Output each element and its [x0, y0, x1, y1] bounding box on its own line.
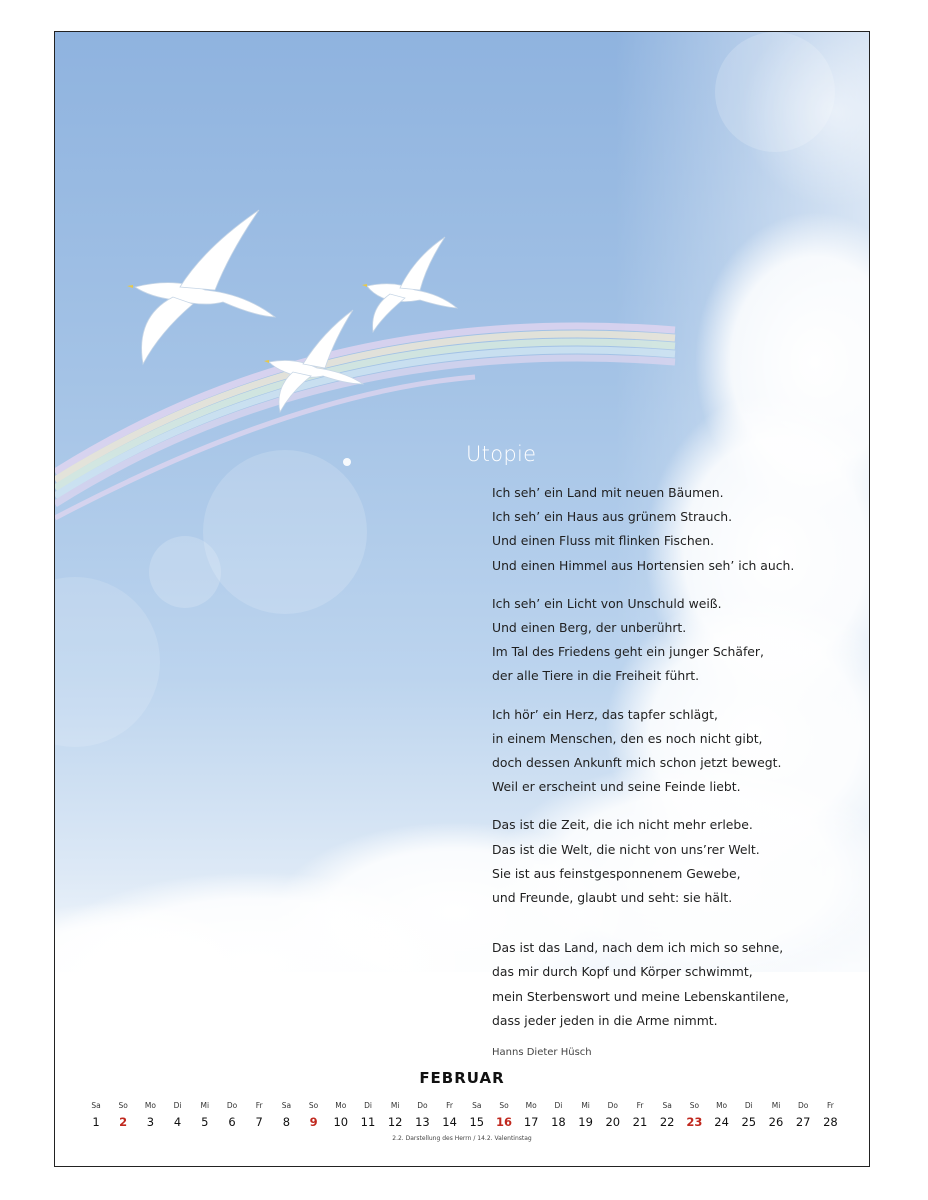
calendar-day: 1: [92, 1115, 100, 1129]
calendar-day: 24: [714, 1115, 729, 1129]
calendar-day: 14: [442, 1115, 457, 1129]
stanza-2: [492, 592, 862, 689]
weekday-label: Mo: [335, 1101, 347, 1110]
poem-line: doch dessen Ankunft mich schon jetzt bewegt.: [492, 755, 782, 771]
weekday-label: Do: [607, 1101, 618, 1110]
weekday-label: Fr: [255, 1101, 263, 1110]
poem-title: Utopie: [466, 442, 537, 466]
calendar-day: 23: [686, 1115, 703, 1129]
poem-line: Und einen Himmel aus Hortensien seh’ ich auch.: [492, 557, 795, 573]
poem-line: das mir durch Kopf und Körper schwimmt,: [492, 964, 753, 980]
poem-line: der alle Tiere in die Freiheit führt.: [492, 668, 700, 684]
calendar-day: 7: [255, 1115, 263, 1129]
weekday-label: Sa: [472, 1101, 482, 1110]
calendar-page: [54, 31, 870, 1167]
calendar-day: 12: [387, 1115, 403, 1129]
weekday-label: Mo: [144, 1101, 156, 1110]
calendar-day: 18: [551, 1115, 566, 1129]
weekday-label: Di: [173, 1101, 182, 1110]
weekday-label: Sa: [281, 1101, 292, 1110]
calendar-day: 27: [795, 1115, 811, 1129]
poem-line: dass jeder jeden in die Arme nimmt.: [492, 1012, 718, 1028]
calendar-day: 19: [578, 1115, 593, 1129]
weekday-label: Di: [364, 1101, 372, 1110]
stanza-5: [492, 936, 862, 1033]
calendar-day: 10: [333, 1115, 349, 1129]
poem-line: Weil er erscheint und seine Feinde liebt.: [492, 779, 741, 795]
poem-line: Ich seh’ ein Licht von Unschuld weiß.: [492, 595, 722, 611]
poem: [466, 442, 862, 1059]
poem-author: Hanns Dieter Hüsch: [492, 1047, 592, 1059]
stanza-1: [492, 481, 862, 578]
weekday-label: Mo: [525, 1101, 537, 1110]
poem-line: und Freunde, glaubt und seht: sie hält.: [492, 890, 733, 906]
calendar-day: 13: [415, 1115, 430, 1129]
poem-line: Ich seh’ ein Haus aus grünem Strauch.: [492, 509, 733, 525]
holidays-note: 2.2. Darstellung des Herrn / 14.2. Valentinstag: [392, 1135, 532, 1142]
calendar-day: 4: [173, 1115, 182, 1129]
seagull-icon: [127, 210, 457, 412]
weekday-label: Mi: [390, 1101, 400, 1110]
calendar-day: 25: [741, 1115, 757, 1129]
month-title: FEBRUAR: [419, 1069, 505, 1087]
poem-line: Ich seh’ ein Land mit neuen Bäumen.: [492, 485, 724, 500]
calendar-day: 26: [768, 1115, 784, 1129]
calendar-day: 5: [201, 1115, 209, 1129]
calendar-day: 15: [469, 1115, 485, 1129]
weekday-label: Fr: [636, 1101, 644, 1110]
calendar-day: 21: [632, 1115, 648, 1129]
calendar-day: 22: [659, 1115, 675, 1129]
poem-line: Das ist die Welt, die nicht von uns’rer Welt.: [492, 841, 760, 857]
weekday-label: Sa: [91, 1101, 101, 1110]
weekday-label: So: [689, 1101, 700, 1110]
weekday-label: Mo: [716, 1101, 728, 1110]
weekday-label: Do: [798, 1101, 809, 1110]
stanza-3: [492, 703, 862, 800]
weekday-label: Mi: [200, 1101, 210, 1110]
weekday-label: Fr: [826, 1101, 834, 1110]
weekday-label: Sa: [662, 1101, 672, 1110]
calendar-day: 3: [146, 1115, 155, 1129]
weekday-label: Do: [417, 1101, 428, 1110]
stanza-4: [492, 813, 862, 910]
poem-line: Sie ist aus feinstgesponnenem Gewebe,: [492, 865, 741, 881]
poem-line: Das ist das Land, nach dem ich mich so sehne,: [492, 940, 784, 956]
calendar-day: 20: [605, 1115, 621, 1129]
weekday-label: Di: [554, 1101, 563, 1110]
weekday-label: Mi: [771, 1101, 781, 1110]
poem-line: Und einen Fluss mit flinken Fischen.: [492, 533, 715, 549]
poem-line: Und einen Berg, der unberührt.: [492, 620, 687, 636]
weekday-label: Do: [226, 1101, 238, 1110]
calendar-day: 2: [119, 1115, 128, 1129]
calendar-day: 9: [309, 1115, 318, 1129]
weekday-label: Mi: [581, 1101, 590, 1110]
calendar-day: 17: [523, 1115, 539, 1129]
calendar-day: 6: [228, 1115, 236, 1129]
calendar-day: 8: [282, 1115, 291, 1129]
weekday-label: Fr: [446, 1101, 454, 1110]
weekday-label: So: [308, 1101, 319, 1110]
weekday-label: Di: [744, 1101, 753, 1110]
poem-line: Im Tal des Friedens geht ein junger Schäfer,: [492, 644, 764, 660]
weekday-label: So: [499, 1101, 509, 1110]
poem-line: in einem Menschen, den es noch nicht gibt,: [492, 730, 763, 746]
poem-line: Ich hör’ ein Herz, das tapfer schlägt,: [492, 706, 718, 722]
weekday-label: So: [118, 1101, 128, 1110]
calendar-day: 28: [823, 1115, 838, 1129]
calendar-day: 16: [495, 1115, 512, 1129]
poem-line: Das ist die Zeit, die ich nicht mehr erlebe.: [492, 817, 753, 833]
calendar-day: 11: [360, 1115, 376, 1129]
lens-flare-icon: [203, 450, 367, 614]
poem-line: mein Sterbenswort und meine Lebenskantilene,: [492, 988, 790, 1004]
